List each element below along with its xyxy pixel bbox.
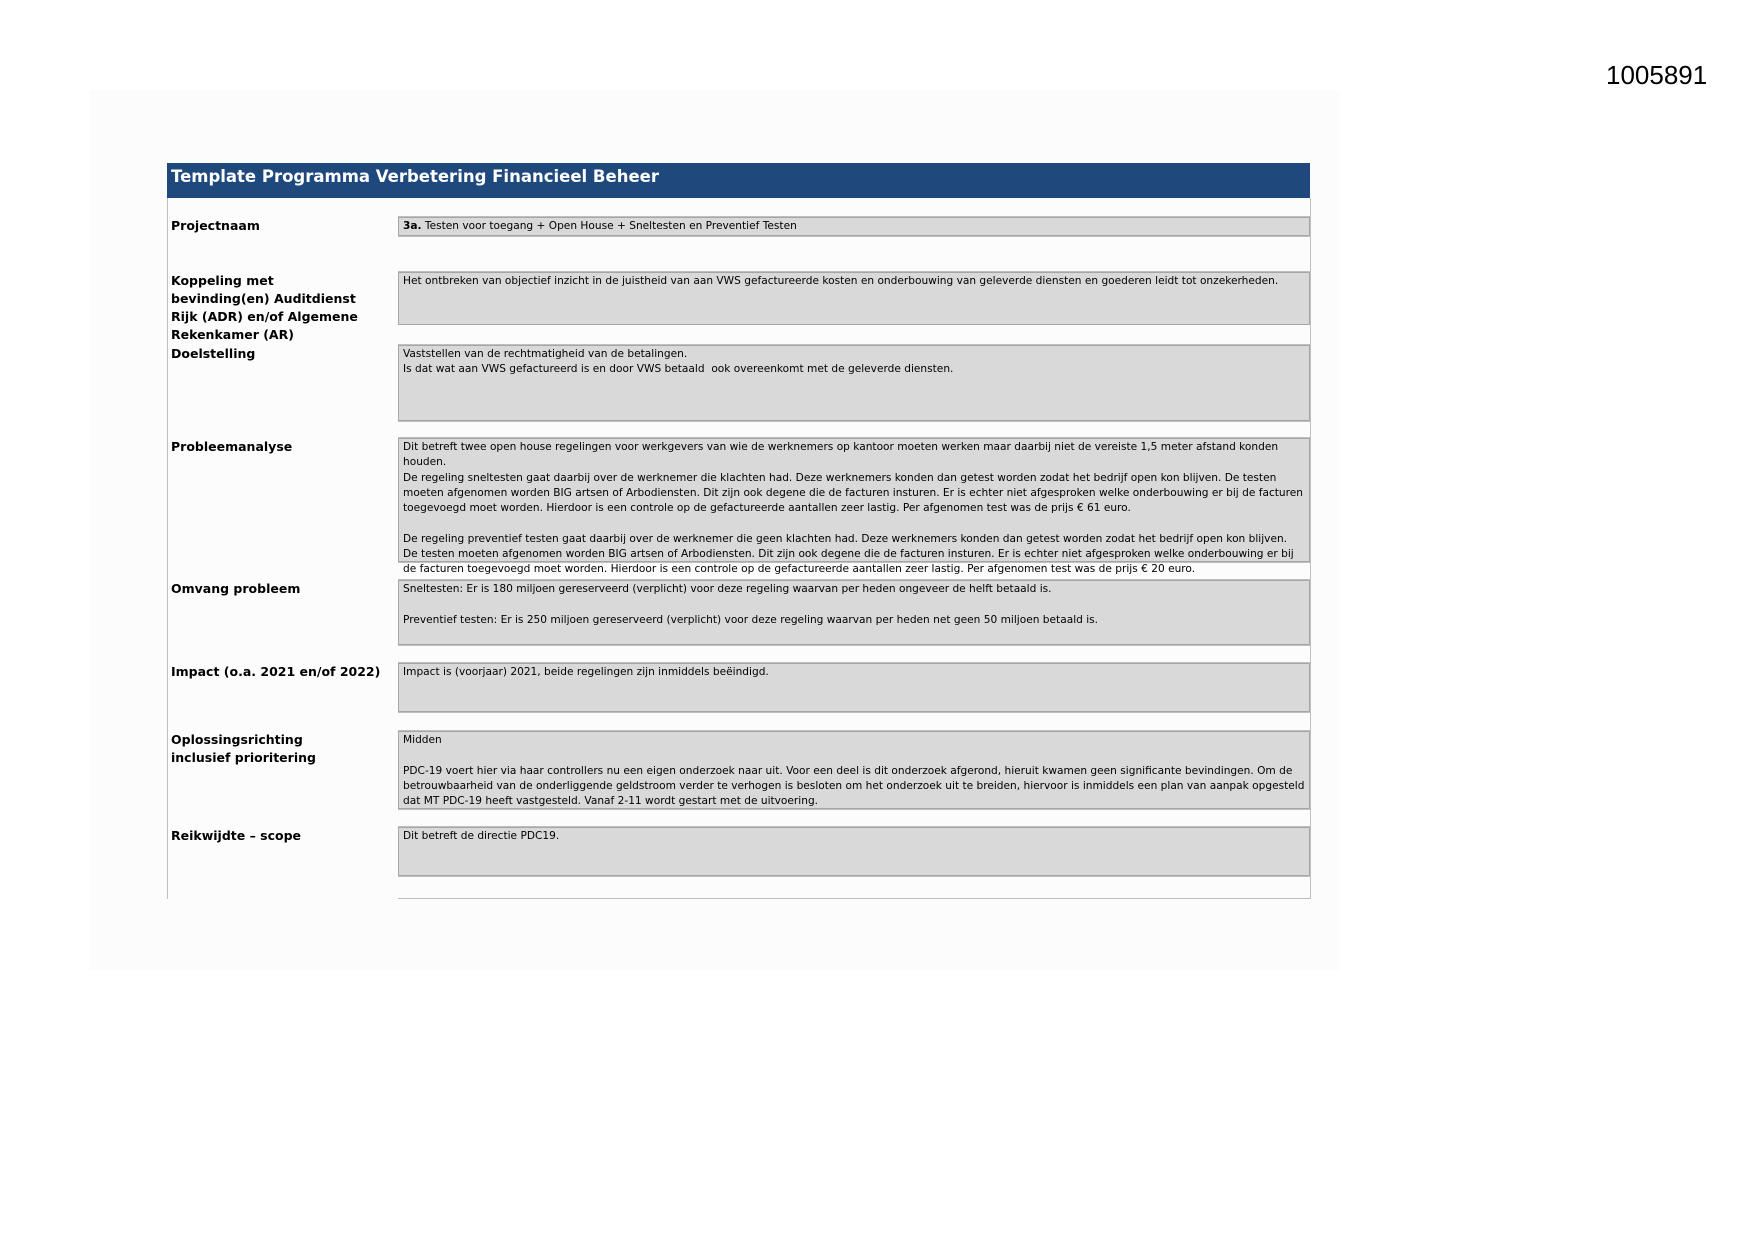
row-separator: [398, 876, 1311, 877]
row-separator: [398, 645, 1311, 646]
row-separator: [398, 809, 1311, 810]
value-impact: Impact is (voorjaar) 2021, beide regelingen zijn inmiddels beëindigd.: [398, 663, 1310, 712]
label-oplossingsrichting: Oplossingsrichting inclusief prioritering: [171, 732, 316, 765]
label-impact: Impact (o.a. 2021 en/of 2022): [171, 664, 381, 679]
label-reikwijdte: Reikwijdte – scope: [171, 828, 302, 843]
row-separator: [398, 712, 1311, 713]
value-probleemanalyse: Dit betreft twee open house regelingen voor werkgevers van wie de werknemers op kantoor moeten werken maar daarbij niet de vereiste 1,5 meter afstand konden houden. De regeling sneltesten gaat daarbij over de werknemer die klachten had. Deze werknemers konden dan getest worden zodat het bedrijf open kon blijven. De testen moeten afgenomen worden BIG artsen of Arbodiensten. Dit zijn ook degene die de facturen insturen. Er is echter niet afgesproken welke onderbouwing er bij de facturen toegevoegd moet worden. Hierdoor is een controle op de gefactureerde aantallen zeer lastig. Per afgenomen test was de prijs € 61 euro. De regeling preventief testen gaat daarbij over de werknemer die geen klachten had. Deze werknemers konden dan getest worden zodat het bedrijf open kon blijven. De testen moeten afgenomen worden BIG artsen of Arbodiensten. Dit zijn ook degene die de facturen insturen. Er is echter niet afgesproken welke onderbouwing er bij de facturen toegevoegd moet worden. Hierdoor is een controle op de gefactureerde aantallen zeer lastig. Per afgenomen test was de prijs € 20 euro.: [398, 438, 1310, 562]
value-koppeling: Het ontbreken van objectief inzicht in de juistheid van aan VWS gefactureerde kosten en onderbouwing van geleverde diensten en goederen leidt tot onzekerheden.: [398, 272, 1310, 325]
project-name-text: Testen voor toegang + Open House + Sneltesten en Preventief Testen: [421, 220, 797, 232]
label-koppeling: Koppeling met bevinding(en) Auditdienst Rijk (ADR) en/of Algemene Rekenkamer (AR): [171, 273, 358, 342]
label-probleemanalyse: Probleemanalyse: [171, 439, 293, 454]
value-doelstelling: Vaststellen van de rechtmatigheid van de betalingen. Is dat wat aan VWS gefactureerd is en door VWS betaald ook overeenkomt met de geleverde diensten.: [398, 345, 1310, 421]
label-projectnaam: Projectnaam: [171, 218, 260, 233]
table-border-left: [167, 198, 168, 899]
table-border-bottom: [398, 898, 1311, 899]
row-separator: [398, 562, 1311, 563]
row-separator: [398, 421, 1311, 422]
label-doelstelling: Doelstelling: [171, 346, 256, 361]
value-reikwijdte: Dit betreft de directie PDC19.: [398, 827, 1310, 876]
value-oplossingsrichting: Midden PDC-19 voert hier via haar controllers nu een eigen onderzoek naar uit. Voor een deel is dit onderzoek afgerond, hieruit kwamen geen significante bevindingen. Om de betrouwbaarheid van de onderliggende geldstroom verder te verhogen is besloten om het onderzoek uit te breiden, hiervoor is inmiddels een plan van aanpak opgesteld dat MT PDC-19 heeft vastgesteld. Vanaf 2-11 wordt gestart met de uitvoering.: [398, 731, 1310, 809]
project-number: 3a.: [403, 220, 422, 232]
value-omvang-probleem: Sneltesten: Er is 180 miljoen gereserveerd (verplicht) voor deze regeling waarvan per heden ongeveer de helft betaald is. Preventief testen: Er is 250 miljoen gereserveerd (verplicht) voor deze regeling waarvan per heden net geen 50 miljoen betaald is.: [398, 580, 1310, 645]
value-projectnaam: [398, 217, 1310, 236]
page-title: Template Programma Verbetering Financieel Beheer: [167, 163, 1310, 198]
table-border-right: [1310, 198, 1311, 899]
row-separator: [398, 236, 1311, 237]
document-number: 1005891: [1606, 60, 1708, 90]
label-omvang-probleem: Omvang probleem: [171, 581, 301, 596]
